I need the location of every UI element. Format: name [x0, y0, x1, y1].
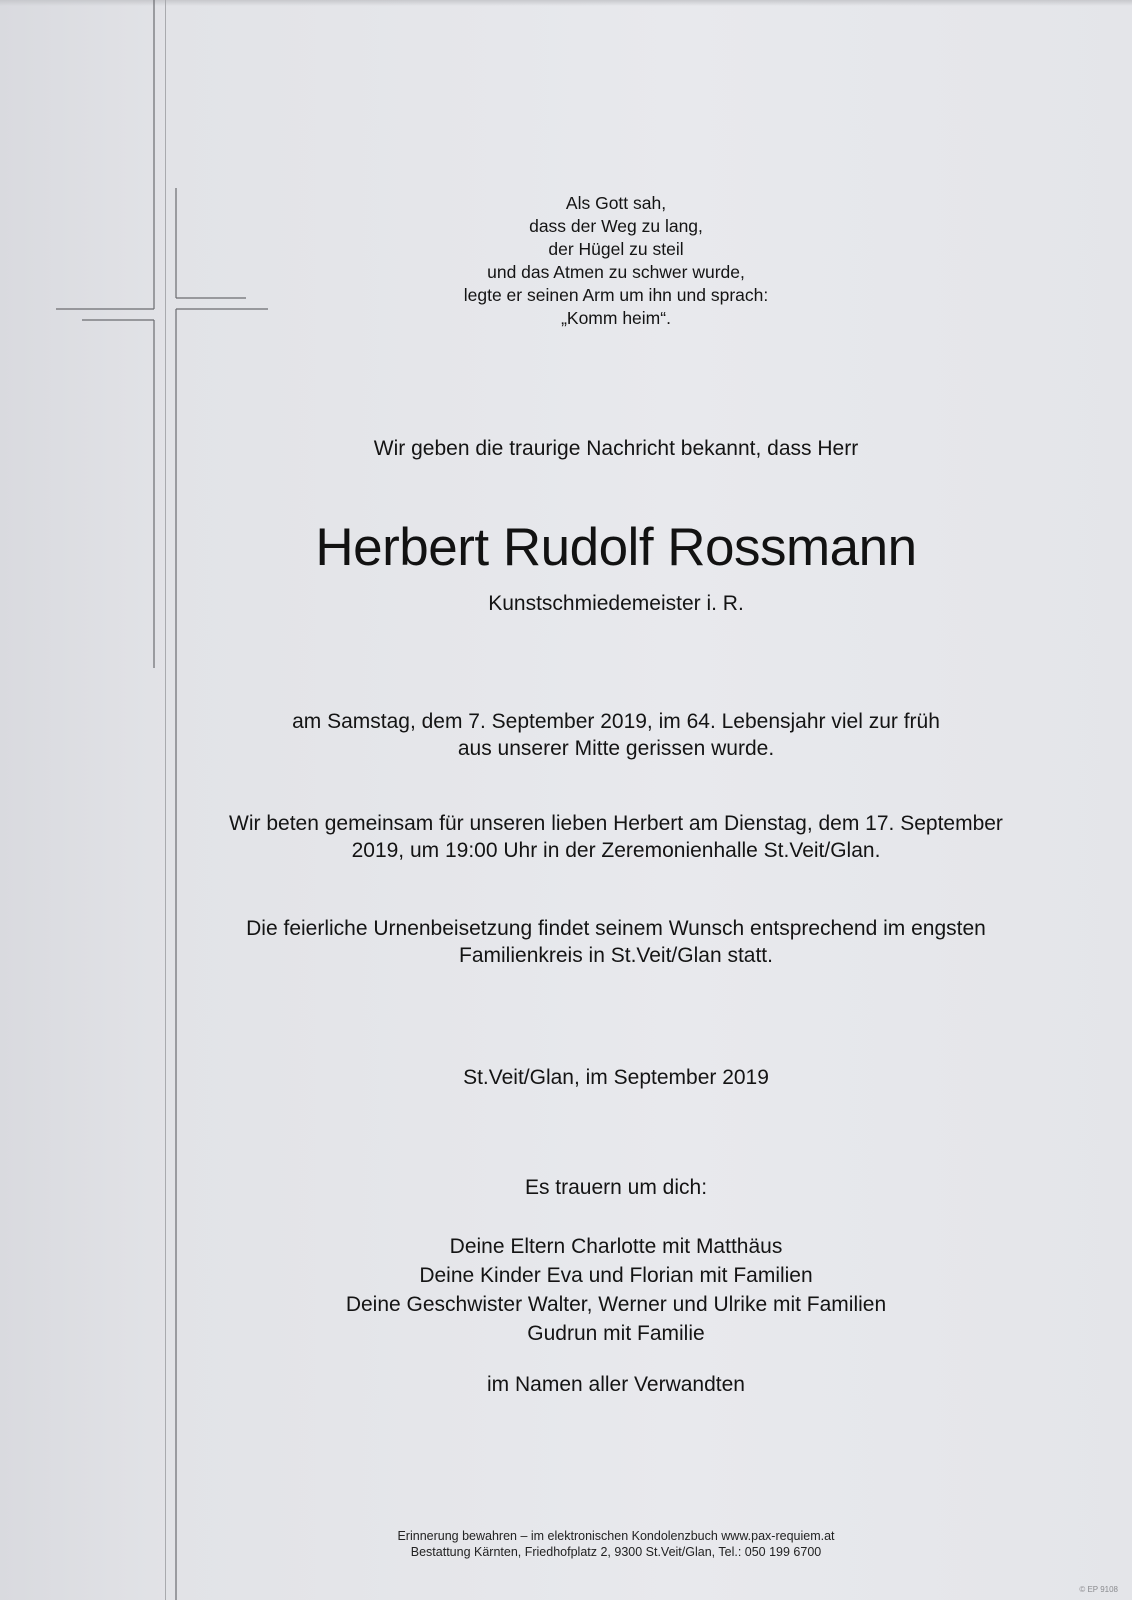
paragraph-line: Wir beten gemeinsam für unseren lieben Herbert am Dienstag, dem 17. September — [229, 812, 1003, 835]
poem-line: legte er seinen Arm um ihn und sprach: — [463, 285, 769, 305]
print-code: © EP 9108 — [1079, 1585, 1118, 1594]
mourners-closing: im Namen aller Verwandten — [487, 1373, 745, 1396]
paragraph-line: 2019, um 19:00 Uhr in der Zeremonienhalle St.Veit/Glan. — [351, 839, 881, 862]
mourners-list — [166, 1232, 1066, 1348]
poem-line: dass der Weg zu lang, — [529, 216, 703, 236]
paragraph-line: Die feierliche Urnenbeisetzung findet seinem Wunsch entsprechend im engsten — [246, 917, 986, 940]
death-paragraph — [166, 708, 1066, 762]
mourner-line: Deine Eltern Charlotte mit Matthäus — [449, 1235, 783, 1258]
deceased-name: Herbert Rudolf Rossmann — [315, 518, 917, 577]
poem-line: der Hügel zu steil — [548, 239, 684, 259]
poem-line: Als Gott sah, — [565, 193, 667, 213]
paragraph-line: Familienkreis in St.Veit/Glan statt. — [459, 944, 773, 967]
place-date: St.Veit/Glan, im September 2019 — [463, 1066, 769, 1089]
prayer-paragraph — [166, 810, 1066, 864]
poem-line: und das Atmen zu schwer wurde, — [487, 262, 745, 282]
poem — [166, 192, 1066, 330]
announcement-intro: Wir geben die traurige Nachricht bekannt, dass Herr — [373, 437, 859, 460]
deceased-title: Kunstschmiedemeister i. R. — [488, 592, 744, 615]
mourners-heading: Es trauern um dich: — [524, 1176, 708, 1199]
mourner-line: Deine Geschwister Walter, Werner und Ulrike mit Familien — [345, 1293, 887, 1316]
footer-condolence-line: Erinnerung bewahren – im elektronischen Kondolenzbuch www.pax-requiem.at — [397, 1529, 835, 1543]
paragraph-line: am Samstag, dem 7. September 2019, im 64. Lebensjahr viel zur früh — [292, 710, 940, 733]
paragraph-line: aus unserer Mitte gerissen wurde. — [457, 737, 775, 760]
poem-line: „Komm heim“. — [561, 308, 671, 328]
mourner-line: Deine Kinder Eva und Florian mit Familien — [419, 1264, 813, 1287]
footer-address-line: Bestattung Kärnten, Friedhofplatz 2, 9300 St.Veit/Glan, Tel.: 050 199 6700 — [410, 1545, 822, 1559]
mourner-line: Gudrun mit Familie — [527, 1322, 705, 1345]
burial-paragraph — [166, 915, 1066, 969]
footer — [166, 1528, 1066, 1560]
